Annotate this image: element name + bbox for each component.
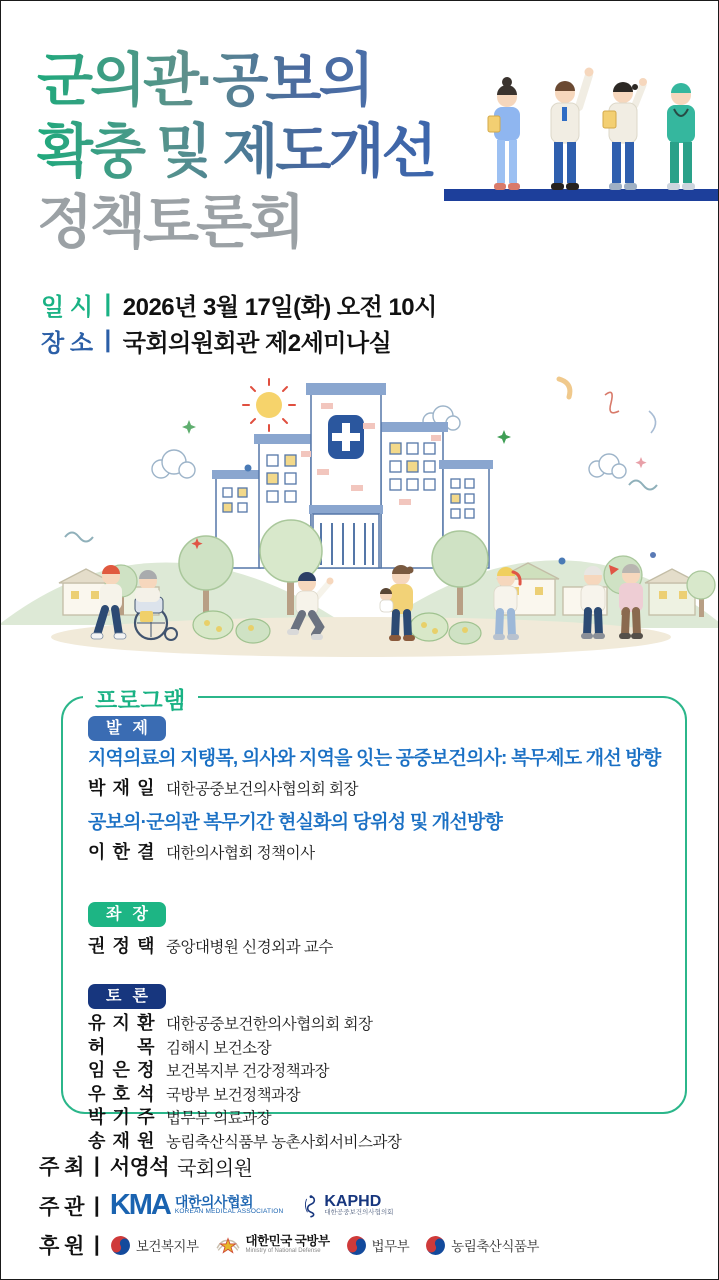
session-title-2: 공보의·군의관 복무기간 현실화의 당위성 및 개선방향 [88, 812, 503, 833]
event-info [41, 289, 437, 361]
panelist-row [88, 1013, 665, 1036]
speaker-affiliation: 대한의사협회 정책이사 [166, 845, 315, 862]
support-row [39, 1230, 539, 1260]
panelist-name: 유 지 환 [88, 1013, 154, 1033]
cloud [589, 454, 626, 478]
kma-subtitle: KOREAN MEDICAL ASSOCIATION [174, 1208, 284, 1216]
taegeuk-icon [110, 1235, 131, 1256]
ministry-name: 보건복지부 [135, 1239, 199, 1254]
host-row [39, 1151, 539, 1181]
chair-badge: 좌 장 [88, 902, 166, 927]
poster-title [37, 45, 434, 258]
doctor-waving-figure [551, 68, 594, 191]
panelist-affiliation: 국방부 보건정책과장 [166, 1086, 301, 1104]
panelist-row [88, 1037, 665, 1060]
footer [39, 1151, 539, 1268]
mnd-emblem-icon [215, 1234, 241, 1256]
cloud [152, 450, 195, 478]
panelist-row [88, 1131, 665, 1154]
venue-label: 장 소 [41, 329, 93, 357]
kaphd-subtitle: 대한공중보건의사협의회 [324, 1209, 394, 1217]
panelist-name: 박 기 주 [88, 1107, 154, 1127]
medical-cross-icon [328, 415, 364, 459]
title-line3: 정책토론회 [37, 190, 303, 255]
ministry-name: 농림축산식품부 [451, 1239, 539, 1254]
venue-value: 국회의원회관 제2세미나실 [122, 329, 392, 357]
speaker-name: 박 재 일 [88, 778, 154, 798]
separator: | [93, 1233, 100, 1256]
date-value: 2026년 3월 17일(화) 오전 10시 [122, 293, 437, 321]
mnd-logo [215, 1234, 330, 1256]
title-line2: 확충 및 제도개선 [37, 116, 434, 187]
taegeuk-icon [346, 1235, 367, 1256]
session-title-1: 지역의료의 지탱목, 의사와 지역을 잇는 공중보건의사: 복무제도 개선 방향 [88, 748, 661, 769]
doctor-folder-figure [603, 78, 647, 190]
ministry-subtitle: Ministry of National Defense [245, 1248, 321, 1255]
panelist-name: 우 호 석 [88, 1083, 154, 1104]
hospital-illustration [1, 373, 719, 661]
panelist-name: 허 목 [88, 1036, 154, 1057]
surgeon-figure [667, 83, 695, 190]
sun-icon [243, 379, 295, 431]
panelist-row [88, 1060, 665, 1083]
panelist-row [88, 1107, 665, 1130]
panelist-affiliation: 농림축산식품부 농촌사회서비스과장 [166, 1133, 402, 1151]
ministry-name: 법무부 [371, 1239, 410, 1254]
program-box [61, 687, 687, 1151]
date-separator: | [104, 290, 111, 317]
panelist-affiliation: 보건복지부 건강정책과장 [166, 1063, 330, 1080]
organizer-label: 주 관 [39, 1195, 84, 1219]
separator: | [93, 1193, 100, 1217]
kma-name: 대한의사협회 [174, 1193, 254, 1210]
support-label: 후 원 [39, 1235, 84, 1258]
discussion-badge: 토 론 [88, 984, 166, 1009]
kaphd-logo [303, 1194, 393, 1218]
taegeuk-icon [425, 1235, 446, 1256]
speaker-row [88, 774, 665, 800]
venue-row [41, 325, 437, 355]
mohw-logo [110, 1235, 199, 1256]
panelist-affiliation: 김해시 보건소장 [166, 1039, 272, 1057]
chair-affiliation: 중앙대병원 신경외과 교수 [166, 939, 333, 956]
ministry-name: 대한민국 국방부 [245, 1234, 330, 1249]
kma-logo [110, 1189, 284, 1222]
panelist-name: 송 재 원 [88, 1130, 154, 1151]
doctors-illustration [483, 61, 711, 201]
nurse-figure [488, 77, 520, 190]
moj-logo [346, 1235, 410, 1256]
program-header: 프로그램 [83, 682, 198, 715]
kma-abbr: KMA [109, 1189, 170, 1221]
mafra-logo [425, 1235, 539, 1256]
panelist-affiliation: 법무부 의료과장 [166, 1110, 272, 1127]
panelist-row [88, 1084, 665, 1107]
kaphd-caduceus-icon [303, 1194, 319, 1218]
venue-separator: | [104, 326, 111, 353]
speaker-row [88, 838, 665, 864]
title-line1: 군의관·공보의 [37, 45, 371, 116]
presentation-badge: 발 제 [88, 716, 166, 741]
speaker-affiliation: 대한공중보건의사협의회 회장 [166, 781, 358, 798]
chair-row [88, 932, 665, 958]
host-name: 서영석 [109, 1156, 170, 1179]
date-label: 일 시 [41, 293, 93, 321]
host-title: 국회의원 [177, 1157, 253, 1180]
date-row [41, 289, 437, 319]
kaphd-abbr: KAPHD [324, 1192, 382, 1210]
organizer-row [39, 1189, 539, 1222]
speaker-name: 이 한 결 [88, 842, 154, 862]
panelist-affiliation: 대한공중보건한의사협의회 회장 [166, 1016, 373, 1033]
chair-name: 권 정 택 [88, 936, 154, 956]
panelist-name: 임 은 정 [88, 1060, 154, 1080]
host-label: 주 최 [39, 1156, 84, 1179]
separator: | [93, 1154, 100, 1177]
